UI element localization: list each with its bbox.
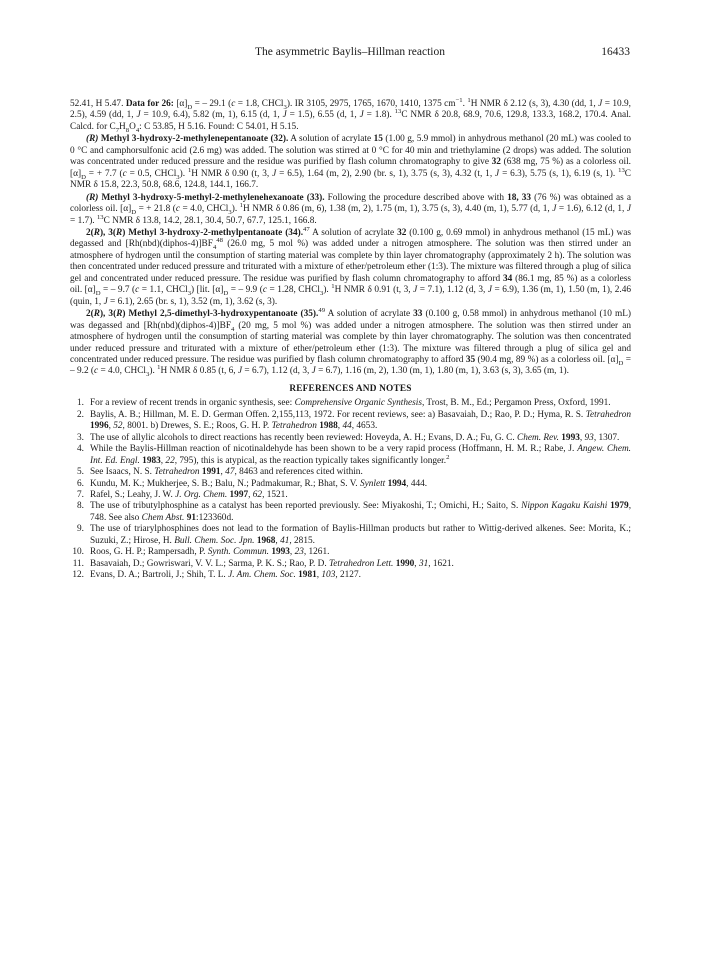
reference-number: 7. xyxy=(77,489,84,500)
experimental-paragraph: (R) Methyl 3-hydroxy-2-methylenepentanoate (32). A solution of acrylate 15 (1.00 g, 5.9 mmol) in anhydrous methanol (20 mL) was cooled to 0 °C and camphorsulfonic acid (2.6 mg) was added. The solution was stirred at 0 °C for 40 min and triethylamine (2 drops) was added. The solution was concentrated under reduced pressure and the residue was purified by flash column chromatography to give 32 (638 mg, 75 %) as a colorless oil. $[\alpha]_D$ = + 7.7 (c = 0.5, CHCl$_3$). $^1$H NMR δ 0.90 (t, 3, J = 6.5), 1.64 (m, 2), 2.90 (br. s, 1), 3.75 (s, 3), 4.32 (t, 1, J = 6.3), 5.75 (s, 1), 6.19 (s, 1). $^{13}$C NMR δ 15.8, 22.3, 50.8, 68.6, 124.8, 144.1, 166.7. xyxy=(70,134,631,191)
reference-number: 5. xyxy=(77,467,84,478)
article-body xyxy=(70,96,632,582)
reference-item xyxy=(70,444,631,467)
page-number: 16433 xyxy=(601,46,630,58)
running-header xyxy=(70,46,630,62)
reference-item xyxy=(70,479,631,490)
reference-number: 6. xyxy=(77,478,84,489)
experimental-paragraph: 52.41, H 5.47. Data for 26: $[\alpha]_D$ = – 29.1 (c = 1.8, CHCl$_3$). IR 3105, 2975, 1765, 1670, 1410, 1375 $cm^{-1}$. $^1$H NMR δ 2.12 (s, 3), 4.30 (dd, 1, J = 10.9, 2.5), 4.59 (dd, 1, J = 10.9, 6.4), 5.82 (m, 1), 6.15 (d, 1, J = 1.5), 6.55 (d, 1, J = 1.8). $^{13}$C NMR δ 20.8, 68.9, 70.6, 129.8, 133.3, 168.2, 170.4. Anal. Calcd. for $C_7H_8O_4$: C 53.85, H 5.16. Found: C 54.01, H 5.15. xyxy=(70,96,632,134)
reference-text: See Isaacs, N. S. Tetrahedron 1991, 47, 8463 and references cited within. xyxy=(90,467,363,478)
reference-text: The use of tributylphosphine as a catalyst has been reported previously. See: Miyakoshi, T.; Omichi, H.; Saito, S. Nippon Kagaku Kaishi 1979, 748. See also Chem Abst. 91:123360d. xyxy=(90,501,632,523)
reference-text: Evans, D. A.; Bartroli, J.; Shih, T. L. J. Am. Chem. Soc. 1981, 103, 2127. xyxy=(90,570,361,581)
reference-number: 12. xyxy=(72,570,84,581)
experimental-paragraph: (R) Methyl 3-hydroxy-5-methyl-2-methylenehexanoate (33). Following the procedure described above with 18, 33 (76 %) was obtained as a colorless oil. $[\alpha]_D$ = + 21.8 (c = 4.0, CHCl$_3$). $^1$H NMR δ 0.86 (m, 6), 1.38 (m, 2), 1.75 (m, 1), 3.75 (s, 3), 4.40 (m, 1), 5.77 (d, 1, J = 1.6), 6.12 (d, 1, J = 1.7). $^{13}$C NMR δ 13.8, 14.2, 28.1, 30.4, 50.7, 67.7, 125.1, 166.8. xyxy=(70,192,631,226)
reference-number: 1. xyxy=(77,398,84,409)
reference-number: 9. xyxy=(77,524,84,535)
reference-text: Kundu, M. K.; Mukherjee, S. B.; Balu, N.; Padmakumar, R.; Bhat, S. V. Synlett 1994, 444. xyxy=(90,478,428,489)
reference-number: 8. xyxy=(77,501,84,512)
reference-number: 4. xyxy=(77,444,84,455)
experimental-paragraph: 2(R), 3(R) Methyl 3-hydroxy-2-methylpentanoate (34).$^{47}$ A solution of acrylate 32 (0.100 g, 0.69 mmol) in anhydrous methanol (15 mL) was degassed and $[Rh(nbd)(diphos-4)]BF_4^{48}$ (26.0 mg, 5 mol %) was added under a nitrogen atmosphere. The solution was then stirred under an atmosphere of hydrogen until the consumption of starting material was complete by thin layer chromatography (approximately 2 h). The solution was then concentrated under reduced pressure and triturated with a mixture of ether/petroleum ether (1:3). The mixture was filtered through a plug of silica gel and concentrated under reduced pressure. The residue was purified by flash column chromatography to afford 34 (86.1 mg, 85 %) as a colorless oil. $[\alpha]_D$ = – 9.7 (c = 1.1, CHCl$_3$) [lit. $[\alpha]_D$ = – 9.9 (c = 1.28, CHCl$_3$). $^1$H NMR δ 0.91 (t, 3, J = 7.1), 1.12 (d, 3, J = 6.9), 1.36 (m, 1), 1.50 (m, 1), 2.46 (quin, 1, J = 6.1), 2.65 (br. s, 1), 3.52 (m, 1), 3.62 (s, 3). xyxy=(70,225,632,307)
reference-text: The use of triarylphosphines does not lead to the formation of Baylis-Hillman products but rather to Wittig-derived alkenes. See: Morita, K.; Suzuki, Z.; Hirose, H. Bull. Chem. Soc. Jpn. 1968, 41, 2815. xyxy=(90,524,631,546)
references-heading: REFERENCES AND NOTES xyxy=(289,383,412,394)
experimental-paragraph: 2(R), 3(R) Methyl 2,5-dimethyl-3-hydroxypentanoate (35).$^{49}$ A solution of acrylate 33 (0.100 g, 0.58 mmol) in anhydrous methanol (10 mL) was degassed and $[Rh(nbd)(diphos-4)]BF_4$ (20 mg, 5 mol %) was added under a nitrogen atmosphere. The solution was then stirred under an atmosphere of hydrogen until the consumption of starting material was complete by thin layer chromatography. The solution was then concentrated under reduced pressure and triturated with a mixture of ether/petroleum ether (1:3). The mixture was filtered through a plug of silica gel and concentrated under reduced pressure. The residue was purified by flash column chromatography to afford 35 (90.4 mg, 89 %) as a colorless oil. $[\alpha]_D$ = – 9.2 (c = 4.0, CHCl$_3$). $^1$H NMR δ 0.85 (t, 6, J = 6.7), 1.12 (d, 3, J = 6.7), 1.16 (m, 2), 1.30 (m, 1), 1.80 (m, 1), 3.63 (s, 3), 3.65 (m, 1). xyxy=(70,307,632,379)
reference-number: 10. xyxy=(72,547,84,558)
experimental-section xyxy=(70,96,632,379)
references-list xyxy=(70,398,631,581)
reference-item xyxy=(70,490,631,501)
reference-text: While the Baylis-Hillman reaction of nicotinaldehyde has been shown to be a very rapid process (Hoffmann, H. M. R.; Rabe, J. Angew. Chem. Int. Ed. Engl. 1983, 22, 795), this is atypical, as the reaction typically takes significantly longer.$^2$ xyxy=(90,444,631,466)
reference-text: Baylis, A. B.; Hillman, M. E. D. German Offen. 2,155,113, 1972. For recent reviews, see: a) Basavaiah, D.; Rao, P. D.; Hyma, R. S. Tetrahedron 1996, 52, 8001. b) Drewes, S. E.; Roos, G. H. P. Tetrahedron 1988, 44, 4653. xyxy=(90,409,631,432)
reference-text: For a review of recent trends in organic synthesis, see: Comprehensive Organic Synthesis, Trost, B. M., Ed.; Pergamon Press, Oxford, 1991. xyxy=(90,398,611,409)
reference-item xyxy=(70,467,631,478)
running-title: The asymmetric Baylis–Hillman reaction xyxy=(254,46,445,58)
reference-item xyxy=(70,547,631,558)
reference-item xyxy=(70,524,631,547)
reference-item xyxy=(70,559,631,570)
reference-number: 2. xyxy=(77,409,84,420)
reference-text: Rafel, S.; Leahy, J. W. J. Org. Chem. 1997, 62, 1521. xyxy=(90,489,288,500)
reference-number: 3. xyxy=(77,432,84,443)
reference-text: Basavaiah, D.; Gowriswari, V. V. L.; Sarma, P. K. S.; Rao, P. D. Tetrahedron Lett. 1990, 31, 1621. xyxy=(90,558,454,569)
reference-text: Roos, G. H. P.; Rampersadh, P. Synth. Commun. 1993, 23, 1261. xyxy=(90,547,330,558)
reference-item xyxy=(70,570,631,581)
reference-text: The use of allylic alcohols to direct reactions has recently been reviewed: Hoveyda, A. H.; Evans, D. A.; Fu, G. C. Chem. Rev. 1993, 93, 1307. xyxy=(90,432,620,443)
reference-item xyxy=(70,398,631,409)
reference-number: 11. xyxy=(72,558,84,569)
reference-item xyxy=(70,433,631,444)
reference-item xyxy=(70,501,631,524)
reference-item xyxy=(70,410,631,433)
